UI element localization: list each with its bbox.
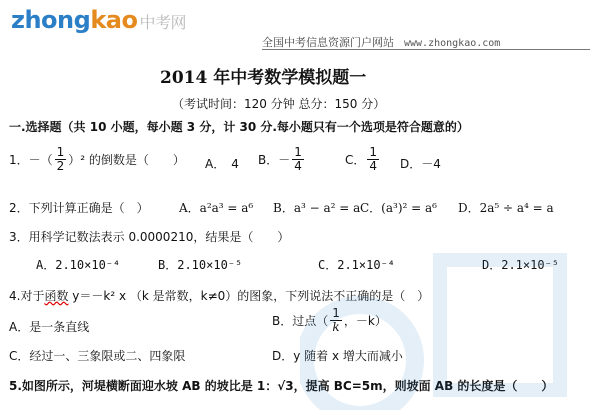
question-5-stem: 5.如图所示，河堤横断面迎水坡 AB 的坡比是 1：√3，提高 BC=5m，则坡面 AB 的长度是（ ） <box>9 379 554 393</box>
question-1-stem <box>9 146 185 172</box>
question-3-stem: 3．用科学记数法表示 0.0000210，结果是（ ） <box>9 230 290 244</box>
q1-option-c <box>345 146 381 172</box>
logo-kao: kao <box>90 6 138 34</box>
q4-b-num: 1 <box>332 306 340 320</box>
q4-stem-underlined: 函数 <box>44 289 69 303</box>
q1-b-den: 4 <box>294 158 302 173</box>
q2-option-d: D．2a⁵ ÷ a⁴ = a <box>458 201 554 215</box>
q4-b-prefix: B．过点（ <box>272 313 329 328</box>
q4-option-c: C．经过一、三象限或二、四象限 <box>9 349 186 363</box>
q1-c-fraction <box>367 146 379 172</box>
q1-b-prefix: B．－ <box>258 152 291 167</box>
logo-cn: 中考网 <box>139 13 186 32</box>
q1-c-num: 1 <box>369 145 378 159</box>
q4-option-d: D．y 随着 x 增大而减小 <box>272 349 403 363</box>
site-tagline <box>262 34 500 50</box>
exam-subtitle: （考试时间：120 分钟 总分：150 分） <box>172 97 386 111</box>
q1-suffix: ）² 的倒数是（ ） <box>68 152 185 167</box>
q3-option-d: D．2.1×10⁻⁵ <box>482 258 560 272</box>
question-2-stem: 2．下列计算正确是（ ） <box>9 201 149 215</box>
q1-option-a: A． 4 <box>205 157 239 171</box>
q1-prefix: 1．－（ <box>9 152 53 167</box>
q1-option-b <box>258 146 306 172</box>
q4-option-a: A．是一条直线 <box>9 320 90 334</box>
site-url: www.zhongkao.com <box>404 38 501 49</box>
q1-option-d: D．－4 <box>400 157 441 171</box>
logo-zhong: zhong <box>11 6 91 34</box>
site-logo <box>11 6 186 34</box>
q1-b-num: 1 <box>294 145 302 159</box>
q1-fraction <box>55 146 67 172</box>
q4-stem-prefix: 4.对于 <box>9 289 45 303</box>
q1-b-fraction <box>292 146 304 172</box>
header-divider <box>262 49 590 50</box>
q2-option-c: C．(a³)² = a⁶ <box>360 201 437 215</box>
q3-option-a: A．2.10×10⁻⁴ <box>36 258 121 272</box>
site-name: 全国中考信息资源门户网站 <box>262 36 394 49</box>
exam-title: 2014 年中考数学模拟题一 <box>160 68 367 88</box>
watermark-graphic <box>300 240 580 410</box>
q1-frac-den: 2 <box>56 158 65 173</box>
q2-option-a: A．a²a³ = a⁶ <box>179 201 254 215</box>
q1-frac-num: 1 <box>56 145 65 159</box>
q1-c-den: 4 <box>369 158 378 173</box>
q4-b-den: k <box>332 319 340 334</box>
q3-option-c: C．2.1×10⁻⁴ <box>318 258 396 272</box>
section-heading: 一.选择题（共 10 小题，每小题 3 分，计 30 分.每小题只有一个选项是符合题意的） <box>9 120 469 134</box>
q4-stem-rest: y＝－k² x （k 是常数，k≠0）的图象，下列说法不正确的是（ ） <box>68 289 430 303</box>
q4-b-suffix: ，－k） <box>343 313 387 328</box>
q3-option-b: B．2.10×10⁻⁵ <box>158 258 243 272</box>
q1-c-prefix: C． <box>345 152 366 167</box>
q2-option-b: B．a³ − a² = a <box>273 201 361 215</box>
